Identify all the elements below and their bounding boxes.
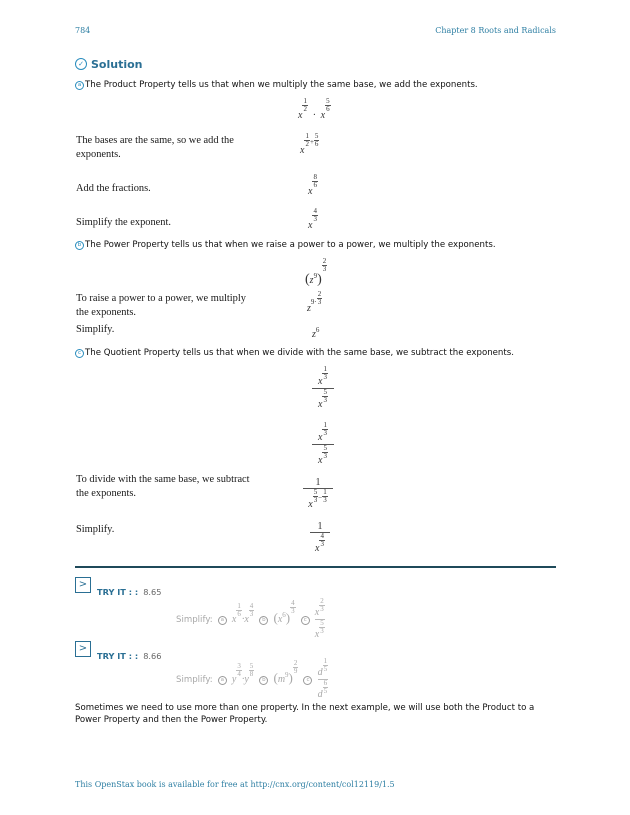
part-a-step1-math: x $\frac{1}{2}$ + $\frac{5}{6}$ <box>300 132 319 156</box>
try-it-problems-866: $_{Simplify:}$ a $_y$ $\frac{3}{4}$ $_{\cdot y}$ $\frac{5}{8}$ b $_{(m}9_)$ $\frac{2}{9}$ c d $\frac{1}{5}$ d $\frac{6}{5}$ <box>176 657 328 700</box>
solution-heading: Solution <box>91 58 143 71</box>
part-a-expression: x $\frac{1}{2}$ · x $\frac{5}{6}$ <box>298 97 330 121</box>
page-number: 784 <box>75 26 91 35</box>
try-it-problems-865: $_{Simplify:}$ a $_x$ $\frac{1}{6}$ $_{\cdot x}$ $\frac{4}{3}$ b $_{(x}6_)$ $\frac{4}{3}$ c x $\frac{2}{3}$ x $\frac{5}{3}$ <box>176 597 324 640</box>
part-b-step2-math: $z^6$ <box>312 326 320 340</box>
part-c-expression-repeat: x $\frac{1}{3}$ x $\frac{5}{3}$ <box>312 422 334 467</box>
part-b-step1-math: $z^{9\cdot}$ $\frac{2}{3}$ <box>307 290 322 314</box>
part-b-badge: b <box>75 241 84 250</box>
footer-note: This OpenStax book is available for free at http://cnx.org/content/col12119/1.5 <box>75 780 395 789</box>
part-a-badge: a <box>75 81 84 90</box>
part-c-expression: x $\frac{1}{3}$ x $\frac{5}{3}$ <box>312 366 334 411</box>
try-it-heading-865: TRY IT : : 8.65 <box>97 587 162 597</box>
part-b-step1: To raise a power to a power, we multiply the exponents. <box>76 293 246 318</box>
part-c-step2: Simplify. <box>76 524 115 535</box>
part-a-step2: Add the fractions. <box>76 183 151 194</box>
section-divider <box>75 566 556 568</box>
part-a-step1: The bases are the same, so we add the exponents. <box>76 135 234 160</box>
part-c-step1-math: 1 x $\frac{5}{3}$ − $\frac{1}{3}$ <box>303 477 333 511</box>
part-a-intro: The Product Property tells us that when we multiply the same base, we add the exponents. <box>85 80 478 90</box>
try-it-heading-866: TRY IT : : 8.66 <box>97 651 162 661</box>
chapter-title: Chapter 8 Roots and Radicals <box>435 26 556 35</box>
part-a-step2-math: x $\frac{8}{6}$ <box>308 173 317 197</box>
part-c-step1: To divide with the same base, we subtract the exponents. <box>76 474 250 499</box>
part-b-expression: $(z^9)$ $\frac{2}{3}$ <box>305 257 327 287</box>
try-it-expand-icon-865[interactable]: > <box>75 577 91 593</box>
checkmark-icon: ✓ <box>75 58 87 70</box>
part-b-step2: Simplify. <box>76 324 115 335</box>
part-a-step3: Simplify the exponent. <box>76 217 171 228</box>
part-c-badge: c <box>75 349 84 358</box>
try-it-expand-icon-866[interactable]: > <box>75 641 91 657</box>
part-a-step3-math: x $\frac{4}{3}$ <box>308 207 317 231</box>
closing-paragraph: Sometimes we need to use more than one property. In the next example, we will use both the Product to a Power Property and then the Power Property. <box>75 703 535 725</box>
part-c-step2-math: 1 x $\frac{4}{3}$ <box>310 521 330 555</box>
part-b-intro: The Power Property tells us that when we raise a power to a power, we multiply the exponents. <box>85 240 496 250</box>
part-c-intro: The Quotient Property tells us that when we divide with the same base, we subtract the exponents. <box>85 348 514 358</box>
